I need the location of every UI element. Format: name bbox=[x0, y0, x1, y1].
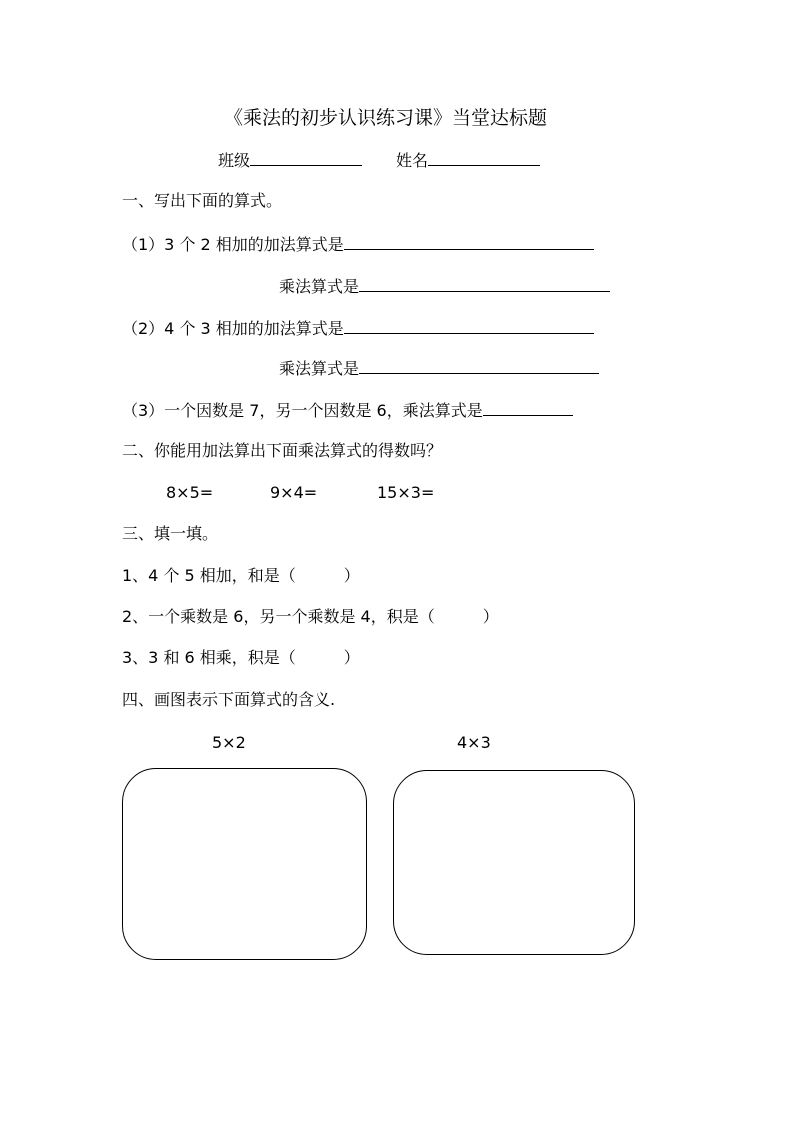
name-blank[interactable] bbox=[428, 149, 540, 166]
section3-heading: 三、填一填。 bbox=[122, 524, 219, 543]
q3-line bbox=[122, 399, 573, 421]
calc-item-2: 9×4= bbox=[270, 483, 318, 502]
q1-multiplication-blank[interactable] bbox=[359, 275, 610, 292]
q1-addition bbox=[122, 233, 594, 255]
drawing-box-left[interactable] bbox=[122, 768, 367, 960]
section2-heading: 二、你能用加法算出下面乘法算式的得数吗？ bbox=[122, 441, 443, 460]
q1-addition-text: （1）3 个 2 相加的加法算式是 bbox=[122, 235, 344, 254]
name-label: 姓名 bbox=[396, 151, 429, 170]
q1-multiplication bbox=[279, 275, 610, 297]
expr-left: 5×2 bbox=[212, 733, 246, 752]
drawing-box-right[interactable] bbox=[393, 770, 635, 955]
section4-heading: 四、画图表示下面算式的含义. bbox=[122, 690, 336, 709]
q2-addition-text: （2）4 个 3 相加的加法算式是 bbox=[122, 319, 344, 338]
calc-item-1: 8×5= bbox=[166, 483, 214, 502]
class-field bbox=[218, 149, 362, 171]
fill-question-2: 2、一个乘数是 6，另一个乘数是 4，积是（ ） bbox=[122, 607, 499, 626]
q2-multiplication-text: 乘法算式是 bbox=[279, 359, 360, 378]
page-title: 《乘法的初步认识练习课》当堂达标题 bbox=[224, 107, 548, 129]
q2-multiplication-blank[interactable] bbox=[359, 357, 599, 374]
calc-item-3: 15×3= bbox=[377, 483, 435, 502]
class-label: 班级 bbox=[218, 151, 251, 170]
q1-addition-blank[interactable] bbox=[344, 233, 594, 250]
q3-text: （3）一个因数是 7，另一个因数是 6，乘法算式是 bbox=[122, 401, 483, 420]
section1-heading: 一、写出下面的算式。 bbox=[122, 191, 283, 210]
fill-question-1: 1、4 个 5 相加，和是（ ） bbox=[122, 566, 360, 585]
name-field bbox=[396, 149, 540, 171]
expr-right: 4×3 bbox=[457, 733, 491, 752]
class-blank[interactable] bbox=[250, 149, 362, 166]
q3-blank[interactable] bbox=[483, 399, 573, 416]
q2-addition bbox=[122, 317, 594, 339]
fill-question-3: 3、3 和 6 相乘，积是（ ） bbox=[122, 648, 360, 667]
q2-addition-blank[interactable] bbox=[344, 317, 594, 334]
q2-multiplication bbox=[279, 357, 599, 379]
q1-multiplication-text: 乘法算式是 bbox=[279, 277, 360, 296]
